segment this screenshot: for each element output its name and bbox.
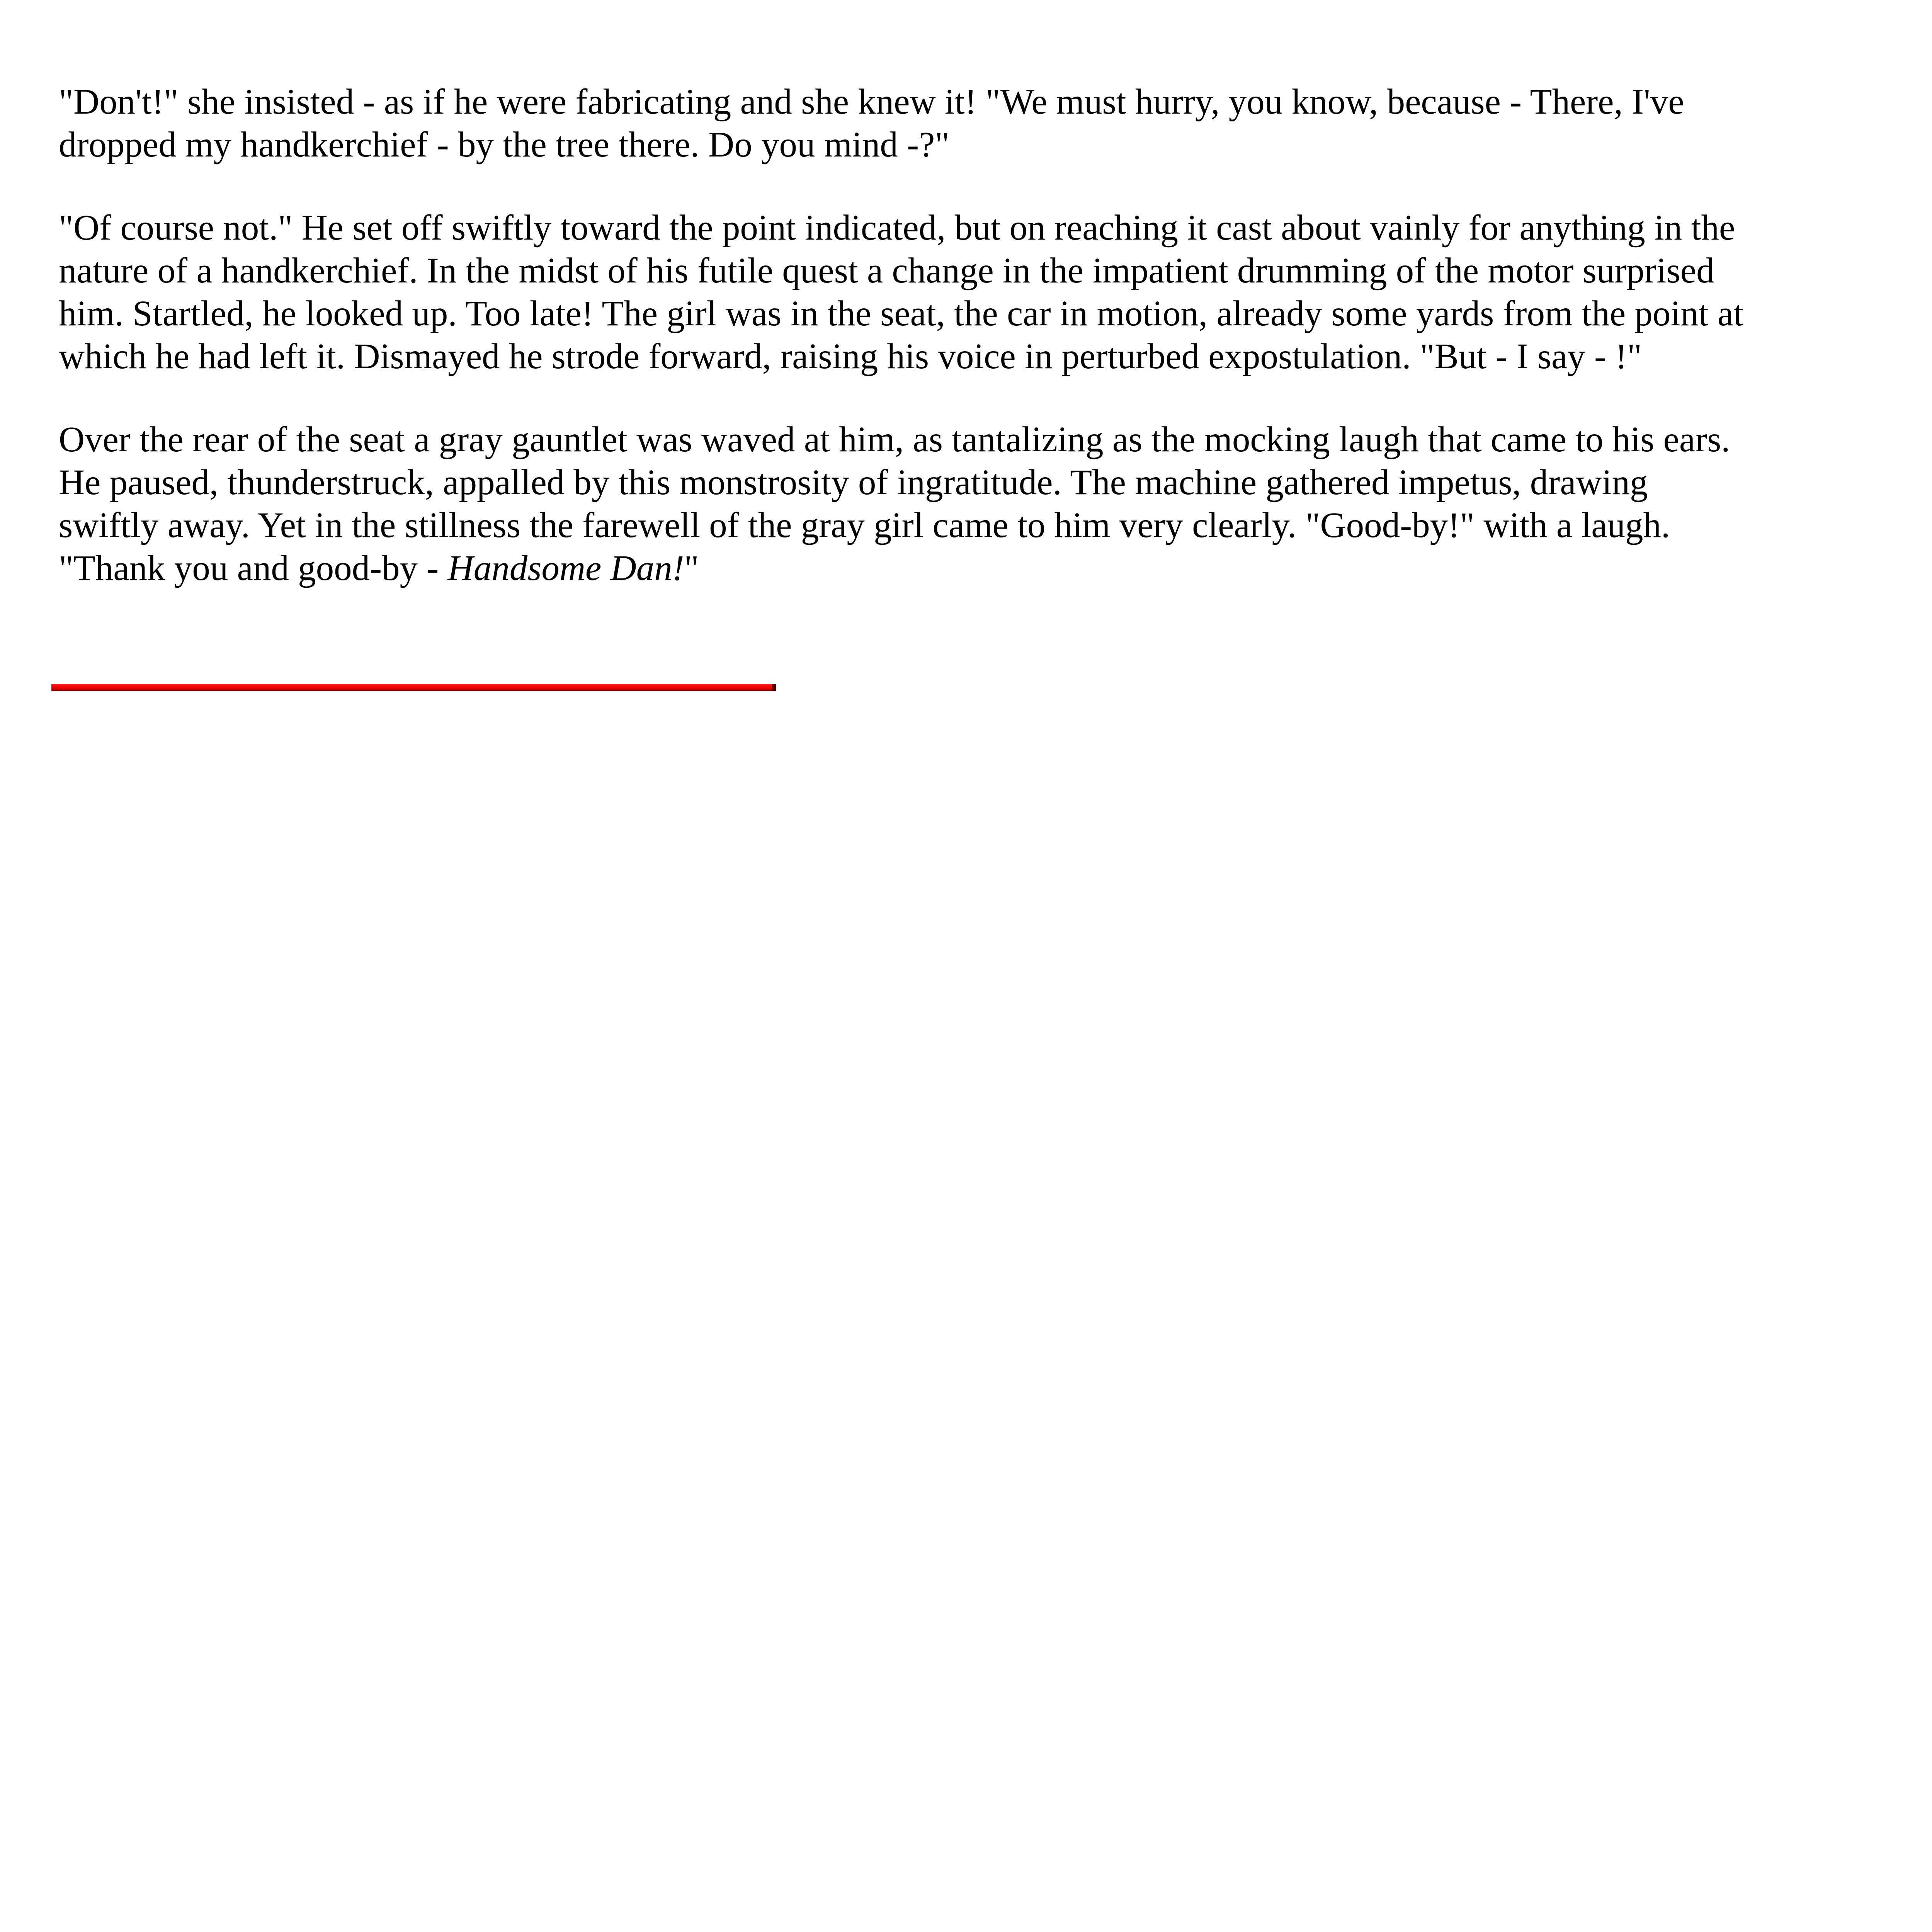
paragraph: "Of course not." He set off swiftly toward the point indicated, but on reaching it cast about vainly for anything in the nature of a handkerchief. In the midst of his futile quest a change in the impatient drumming of the motor surprised him. Startled, he looked up. Too late! The girl was in the seat, the car in motion, already some yards from the point at which he had left it. Dismayed he strode forward, raising his voice in perturbed expostulation. "But - I say - !" [59,208,1743,376]
section-divider [51,684,776,691]
paragraph [59,418,1751,590]
paragraph-text: Over the rear of the seat a gray gauntlet was waved at him, as tantalizing as the mocking laugh that came to his ears. He paused, thunderstruck, appalled by this monstrosity of ingratitude. The machine gathered impetus, drawing swiftly away. Yet in the stillness the farewell of the gray girl came to him very clearly. "Good-by!" with a laugh. "Thank you and good-by - [59,420,1730,588]
paragraph: "Don't!" she insisted - as if he were fabricating and she knew it! "We must hurry, you know, because - There, I've dropped my handkerchief - by the tree there. Do you mind -?" [59,82,1684,165]
body-text [59,80,1751,630]
italic-name: Handsome Dan! [447,548,684,588]
closing-quote: " [684,548,699,588]
